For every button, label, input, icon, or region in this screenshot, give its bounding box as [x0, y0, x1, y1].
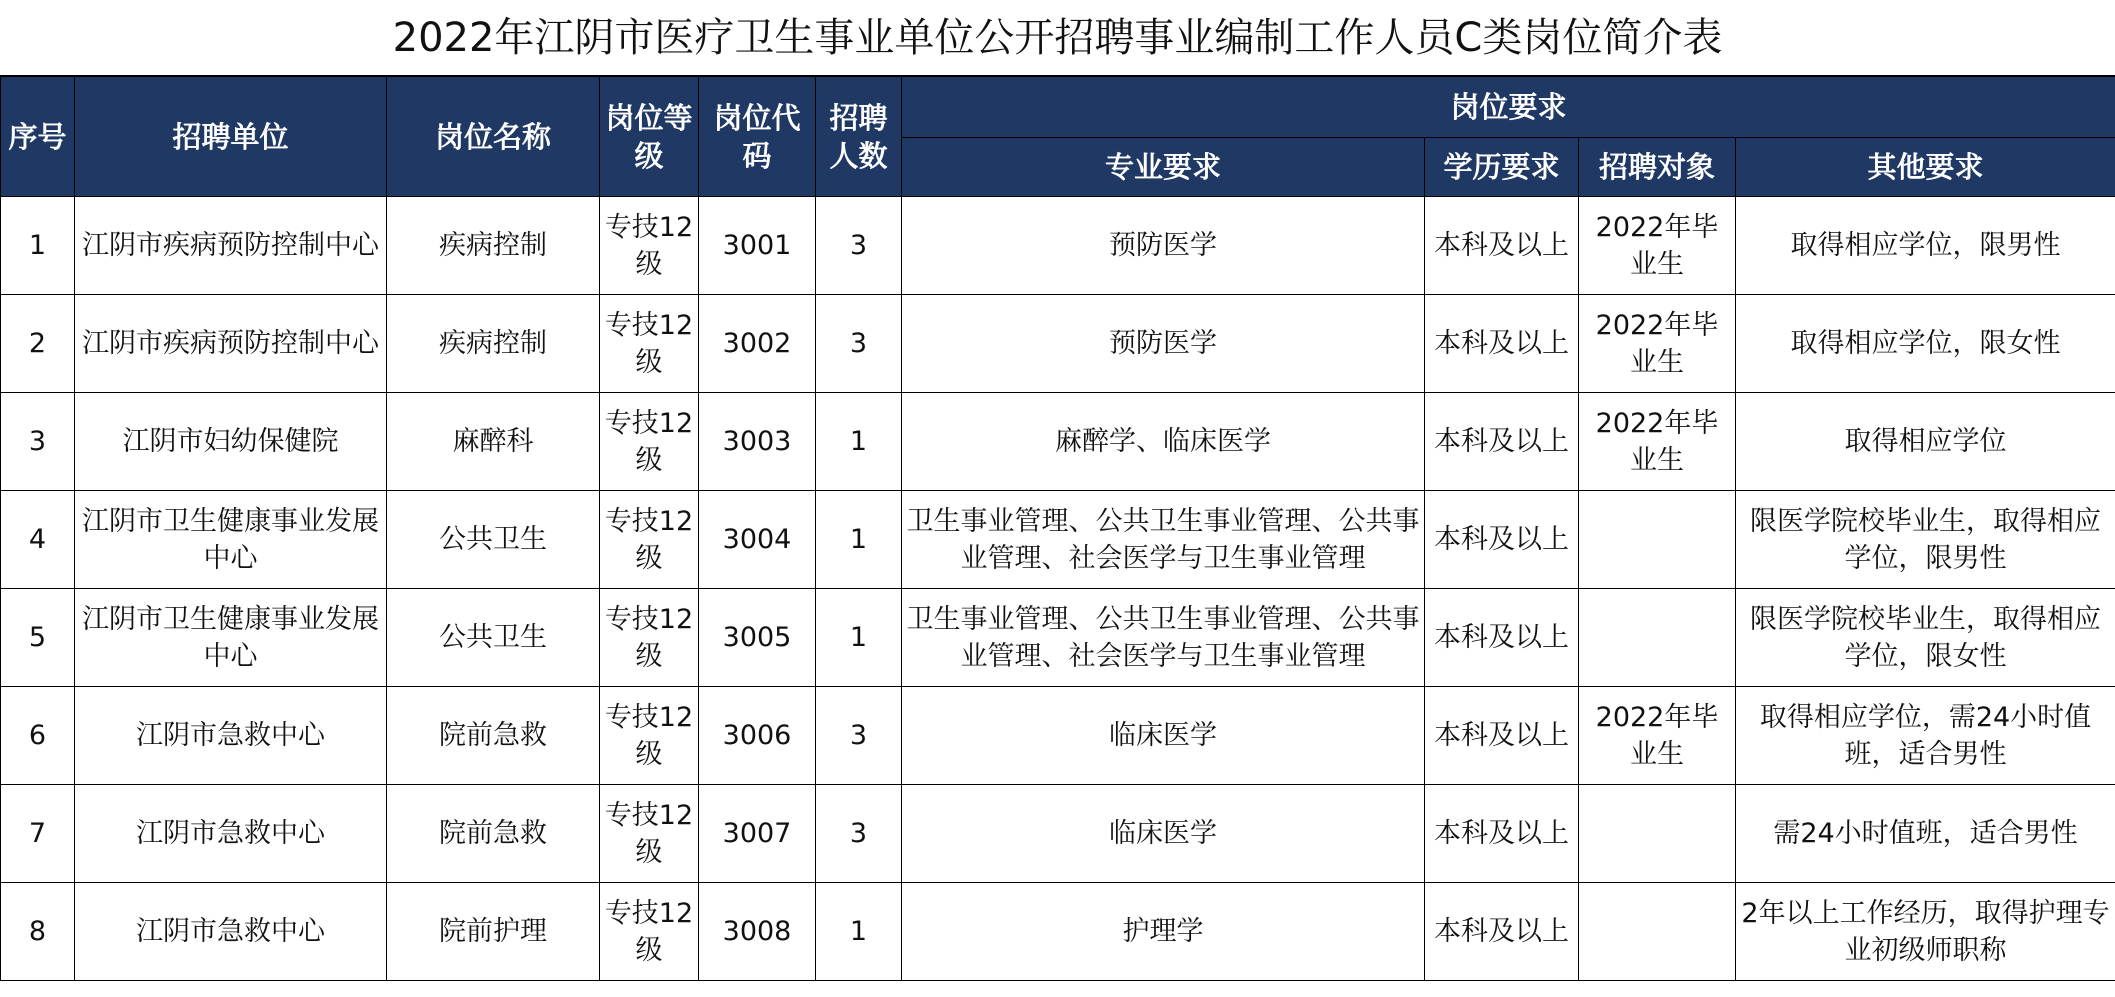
header-position: 岗位名称: [387, 77, 600, 197]
cell-index: 7: [1, 785, 75, 883]
cell-unit: 江阴市疾病预防控制中心: [75, 295, 387, 393]
header-count: 招聘人数: [816, 77, 902, 197]
cell-major: 临床医学: [902, 785, 1425, 883]
cell-count: 3: [816, 197, 902, 295]
table-row: [1, 491, 2115, 589]
cell-level: 专技12级: [600, 197, 699, 295]
cell-target: [1579, 491, 1736, 589]
cell-target: 2022年毕业生: [1579, 687, 1736, 785]
cell-count: 1: [816, 883, 902, 981]
cell-level: 专技12级: [600, 687, 699, 785]
cell-target: [1579, 785, 1736, 883]
cell-education: 本科及以上: [1425, 589, 1579, 687]
header-code: 岗位代码: [699, 77, 816, 197]
cell-level: 专技12级: [600, 589, 699, 687]
table-row: [1, 687, 2115, 785]
cell-level: 专技12级: [600, 295, 699, 393]
cell-index: 2: [1, 295, 75, 393]
cell-count: 3: [816, 295, 902, 393]
cell-target: 2022年毕业生: [1579, 393, 1736, 491]
cell-position: 麻醉科: [387, 393, 600, 491]
cell-other: 限医学院校毕业生，取得相应学位，限男性: [1736, 491, 2115, 589]
cell-target: [1579, 589, 1736, 687]
cell-code: 3002: [699, 295, 816, 393]
cell-position: 院前护理: [387, 883, 600, 981]
cell-major: 麻醉学、临床医学: [902, 393, 1425, 491]
cell-position: 院前急救: [387, 785, 600, 883]
cell-position: 疾病控制: [387, 197, 600, 295]
cell-index: 1: [1, 197, 75, 295]
header-major: 专业要求: [902, 138, 1425, 197]
cell-education: 本科及以上: [1425, 295, 1579, 393]
header-target: 招聘对象: [1579, 138, 1736, 197]
cell-other: 取得相应学位，需24小时值班，适合男性: [1736, 687, 2115, 785]
table-row: [1, 785, 2115, 883]
cell-code: 3007: [699, 785, 816, 883]
cell-major: 临床医学: [902, 687, 1425, 785]
cell-unit: 江阴市急救中心: [75, 785, 387, 883]
cell-count: 1: [816, 589, 902, 687]
header-requirements: 岗位要求: [902, 77, 2115, 138]
cell-unit: 江阴市急救中心: [75, 687, 387, 785]
cell-other: 限医学院校毕业生，取得相应学位，限女性: [1736, 589, 2115, 687]
cell-education: 本科及以上: [1425, 785, 1579, 883]
cell-major: 卫生事业管理、公共卫生事业管理、公共事业管理、社会医学与卫生事业管理: [902, 589, 1425, 687]
cell-position: 公共卫生: [387, 589, 600, 687]
cell-index: 5: [1, 589, 75, 687]
cell-target: [1579, 883, 1736, 981]
cell-education: 本科及以上: [1425, 197, 1579, 295]
cell-education: 本科及以上: [1425, 491, 1579, 589]
table-row: [1, 197, 2115, 295]
cell-other: 取得相应学位，限女性: [1736, 295, 2115, 393]
cell-other: 2年以上工作经历，取得护理专业初级师职称: [1736, 883, 2115, 981]
cell-count: 3: [816, 687, 902, 785]
header-education: 学历要求: [1425, 138, 1579, 197]
cell-index: 6: [1, 687, 75, 785]
header-level: 岗位等级: [600, 77, 699, 197]
cell-code: 3003: [699, 393, 816, 491]
cell-level: 专技12级: [600, 393, 699, 491]
cell-index: 8: [1, 883, 75, 981]
cell-major: 卫生事业管理、公共卫生事业管理、公共事业管理、社会医学与卫生事业管理: [902, 491, 1425, 589]
cell-unit: 江阴市卫生健康事业发展中心: [75, 491, 387, 589]
header-index: 序号: [1, 77, 75, 197]
page-title: 2022年江阴市医疗卫生事业单位公开招聘事业编制工作人员C类岗位简介表: [0, 0, 2115, 76]
cell-count: 1: [816, 491, 902, 589]
cell-target: 2022年毕业生: [1579, 295, 1736, 393]
cell-count: 3: [816, 785, 902, 883]
cell-major: 护理学: [902, 883, 1425, 981]
cell-major: 预防医学: [902, 295, 1425, 393]
cell-other: 需24小时值班，适合男性: [1736, 785, 2115, 883]
cell-unit: 江阴市卫生健康事业发展中心: [75, 589, 387, 687]
cell-position: 疾病控制: [387, 295, 600, 393]
table-row: [1, 393, 2115, 491]
cell-unit: 江阴市妇幼保健院: [75, 393, 387, 491]
cell-count: 1: [816, 393, 902, 491]
cell-code: 3001: [699, 197, 816, 295]
cell-position: 院前急救: [387, 687, 600, 785]
cell-education: 本科及以上: [1425, 883, 1579, 981]
header-unit: 招聘单位: [75, 77, 387, 197]
table-row: [1, 589, 2115, 687]
cell-level: 专技12级: [600, 491, 699, 589]
cell-education: 本科及以上: [1425, 687, 1579, 785]
cell-code: 3005: [699, 589, 816, 687]
cell-major: 预防医学: [902, 197, 1425, 295]
cell-other: 取得相应学位，限男性: [1736, 197, 2115, 295]
cell-unit: 江阴市急救中心: [75, 883, 387, 981]
cell-code: 3004: [699, 491, 816, 589]
cell-code: 3006: [699, 687, 816, 785]
cell-code: 3008: [699, 883, 816, 981]
cell-level: 专技12级: [600, 785, 699, 883]
table-row: [1, 295, 2115, 393]
cell-index: 3: [1, 393, 75, 491]
cell-index: 4: [1, 491, 75, 589]
cell-other: 取得相应学位: [1736, 393, 2115, 491]
table-row: [1, 883, 2115, 981]
header-other: 其他要求: [1736, 138, 2115, 197]
cell-target: 2022年毕业生: [1579, 197, 1736, 295]
positions-table: [0, 76, 2115, 981]
cell-position: 公共卫生: [387, 491, 600, 589]
cell-level: 专技12级: [600, 883, 699, 981]
cell-education: 本科及以上: [1425, 393, 1579, 491]
cell-unit: 江阴市疾病预防控制中心: [75, 197, 387, 295]
